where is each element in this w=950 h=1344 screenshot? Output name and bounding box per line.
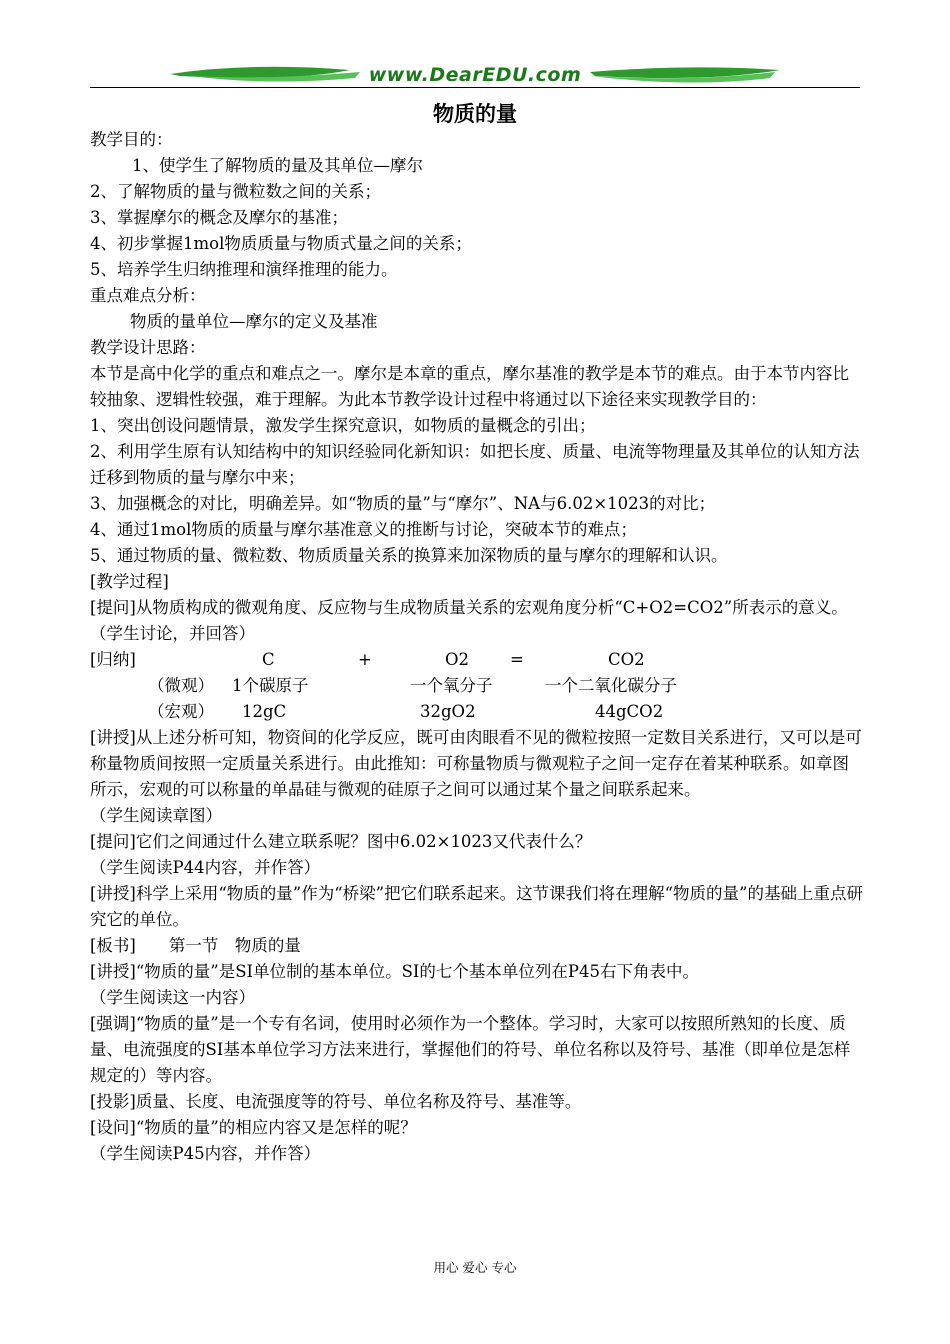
equation-label: （宏观） (148, 702, 214, 721)
paragraph: 教学目的： (90, 130, 173, 149)
paragraph: 3、加强概念的对比，明确差异。如“物质的量”与“摩尔”、NA与6.02×1023的对比； (90, 494, 716, 513)
paragraph: （学生阅读章图） (90, 806, 222, 825)
page-title: 物质的量 (433, 102, 517, 126)
paragraph: 4、初步掌握1mol物质质量与物质式量之间的关系； (90, 234, 472, 253)
paragraph: [教学过程] (90, 572, 169, 591)
equation-term: O2 (445, 650, 470, 669)
paragraph: 1、突出创设问题情景，激发学生探究意识，如物质的量概念的引出； (90, 416, 596, 435)
equation-label: （微观） (148, 676, 214, 695)
equation-term: 12gC (242, 702, 287, 721)
paragraph: 5、通过物质的量、微粒数、物质质量关系的换算来加深物质的量与摩尔的理解和认识。 (90, 546, 728, 565)
paragraph: 3、掌握摩尔的概念及摩尔的基准； (90, 208, 348, 227)
paragraph: 2、了解物质的量与微粒数之间的关系； (90, 182, 381, 201)
paragraph: [提问]它们之间通过什么建立联系呢？图中6.02×1023又代表什么？ (90, 832, 592, 851)
paragraph: [设问]“物质的量”的相应内容又是怎样的呢？ (90, 1118, 417, 1137)
equation-term: 1个碳原子 (232, 676, 309, 695)
paragraph: 5、培养学生归纳推理和演绎推理的能力。 (90, 260, 398, 279)
paragraph: （学生阅读这一内容） (90, 988, 255, 1007)
equation-term: 44gCO2 (595, 702, 664, 721)
paragraph: 4、通过1mol物质的质量与摩尔基准意义的推断与讨论，突破本节的难点； (90, 520, 637, 539)
paragraph: （学生阅读P44内容，并作答） (90, 858, 321, 877)
equation-term: C (262, 650, 275, 669)
equation-term: 32gO2 (420, 702, 476, 721)
document-body (90, 127, 865, 1167)
paragraph: 2、利用学生原有认知结构中的知识经验同化新知识：如把长度、质量、电流等物理量及其单位的认知方法迁移到物质的量与摩尔中来； (90, 442, 860, 487)
paragraph: 本节是高中化学的重点和难点之一。摩尔是本章的重点，摩尔基准的教学是本节的难点。由于本节内容比较抽象、逻辑性较强，难于理解。为此本节教学设计过程中将通过以下途径来实现教学目的： (90, 364, 849, 409)
paragraph: （学生讨论，并回答） (90, 624, 255, 643)
equation-term: CO2 (608, 650, 645, 669)
paragraph: [讲授]“物质的量”是SI单位制的基本单位。SI的七个基本单位列在P45右下角表中。 (90, 962, 699, 981)
paragraph: [强调]“物质的量”是一个专有名词，使用时必须作为一个整体。学习时，大家可以按照所熟知的长度、质量、电流强度的SI基本单位学习方法来进行，掌握他们的符号、单位名称以及符号、基准（即单位是怎样规定的）等内容。 (90, 1014, 851, 1085)
paragraph: [提问]从物质构成的微观角度、反应物与生成物质量关系的宏观角度分析“C+O2=CO2”所表示的意义。 (90, 598, 848, 617)
equation-row-summary (90, 647, 865, 673)
paragraph: （学生阅读P45内容，并作答） (90, 1144, 321, 1163)
paragraph: [讲授]从上述分析可知，物资间的化学反应，既可由肉眼看不见的微粒按照一定数目关系进行，又可以是可称量物质间按照一定质量关系进行。由此推知：可称量物质与微观粒子之间一定存在着某种联系。如章图所示，宏观的可以称量的单晶硅与微观的硅原子之间可以通过某个量之间联系起来。 (90, 728, 862, 799)
site-logo-text[interactable]: www.DearEDU.com (368, 64, 582, 86)
page-footer: 用心 爱心 专心 (433, 1260, 517, 1275)
equation-term: 一个二氧化碳分子 (545, 676, 677, 695)
equation-row-macro (90, 699, 865, 725)
equation-operator: = (510, 650, 524, 669)
equation-operator: + (358, 650, 372, 669)
header-divider (90, 87, 860, 88)
equation-row-micro (90, 673, 865, 699)
equation-term: 一个氧分子 (410, 676, 493, 695)
paragraph: 1、使学生了解物质的量及其单位—摩尔 (132, 156, 423, 175)
equation-label: [归纳] (90, 650, 136, 669)
paragraph: 重点难点分析： (90, 286, 206, 305)
paragraph: [讲授]科学上采用“物质的量”作为“桥梁”把它们联系起来。这节课我们将在理解“物质的量”的基础上重点研究它的单位。 (90, 884, 863, 929)
paragraph: 物质的量单位—摩尔的定义及基准 (130, 312, 378, 331)
paragraph: 教学设计思路： (90, 338, 206, 357)
paragraph: [投影]质量、长度、电流强度等的符号、单位名称及符号、基准等。 (90, 1092, 582, 1111)
paragraph: [板书] 第一节 物质的量 (90, 936, 301, 955)
